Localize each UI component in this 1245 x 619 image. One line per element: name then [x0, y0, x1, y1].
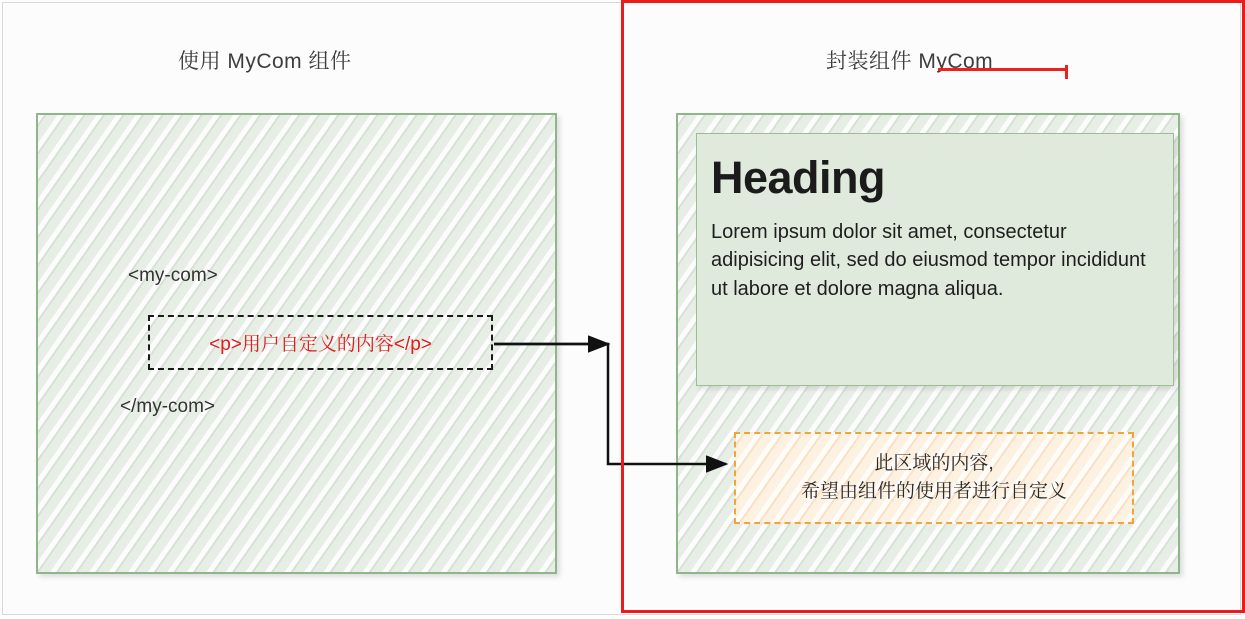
component-heading: Heading [711, 152, 886, 203]
component-paragraph: Lorem ipsum dolor sit amet, consectetur adipisicing elit, sed do eiusmod tempor incididunt ut labore et dolore magna aliqua. [711, 221, 1146, 300]
custom-content-label: <p>用户自定义的内容</p> [209, 334, 432, 355]
component-content-card [696, 133, 1174, 386]
code-close-tag: </my-com> [120, 396, 216, 417]
code-open-tag: <my-com> [128, 265, 218, 286]
right-panel-caption: 封装组件 MyCom [826, 50, 994, 73]
red-underline-annotation [938, 68, 1066, 71]
slot-note-line-2: 希望由组件的使用者进行自定义 [800, 481, 1067, 502]
slot-note-line-1: 此区域的内容, [874, 452, 994, 474]
slot-placeholder-box [734, 432, 1134, 524]
custom-content-box [148, 315, 493, 370]
left-panel-caption: 使用 MyCom 组件 [178, 50, 352, 73]
